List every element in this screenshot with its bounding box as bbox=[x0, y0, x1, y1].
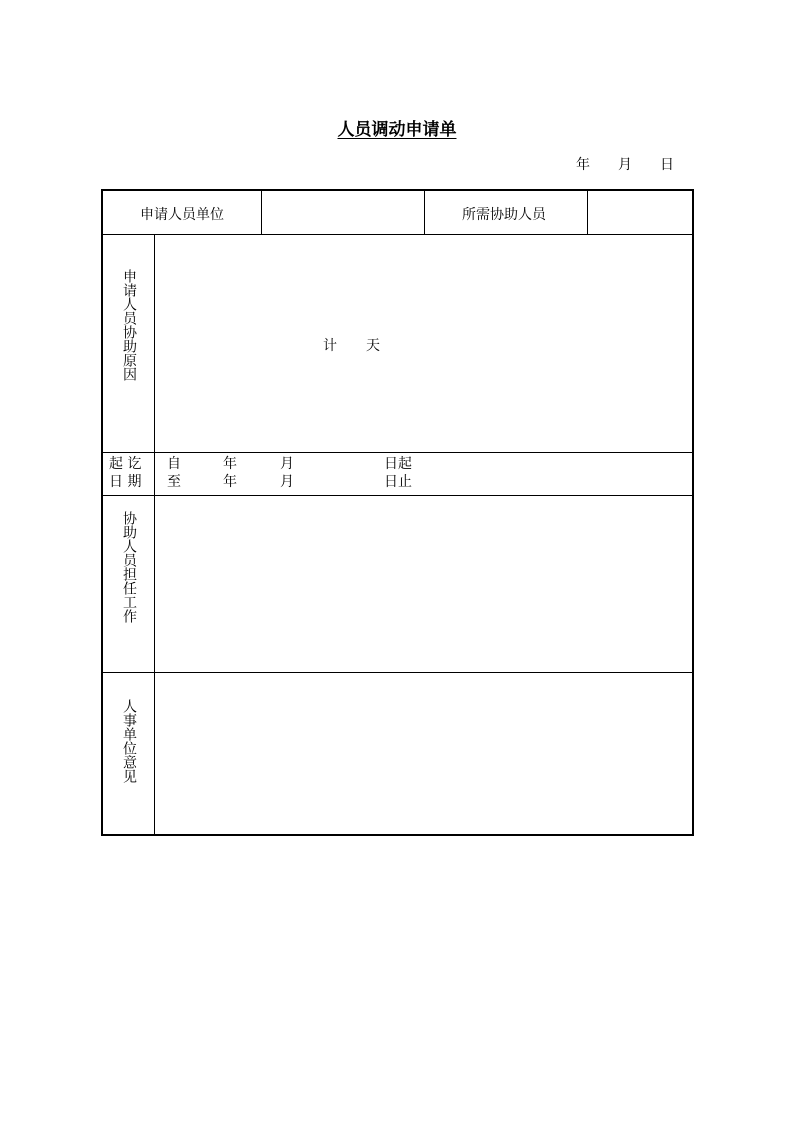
to-month-label: 月 bbox=[280, 474, 294, 490]
reason-label: 申请人员协助原因 bbox=[121, 269, 137, 381]
to-day-label: 日止 bbox=[384, 474, 412, 490]
days-tian-label: 天 bbox=[366, 338, 380, 354]
hr-opinion-field[interactable] bbox=[155, 673, 694, 836]
duty-field[interactable] bbox=[155, 496, 694, 672]
form-title-text: 人员调动申请单 bbox=[337, 120, 457, 140]
applicant-unit-field[interactable] bbox=[262, 191, 424, 234]
from-day-label: 日起 bbox=[384, 456, 412, 472]
from-month-label: 月 bbox=[280, 456, 294, 472]
header-month-label: 月 bbox=[618, 157, 632, 173]
to-label: 至 bbox=[167, 474, 181, 490]
assist-staff-label: 所需协助人员 bbox=[462, 207, 546, 223]
row-divider bbox=[103, 452, 692, 453]
header-year-label: 年 bbox=[576, 157, 590, 173]
application-form-table bbox=[101, 189, 694, 836]
applicant-unit-label: 申请人员单位 bbox=[140, 207, 224, 223]
total-ji-label: 计 bbox=[323, 338, 337, 354]
from-year-label: 年 bbox=[223, 456, 237, 472]
header-day-label: 日 bbox=[660, 157, 674, 173]
from-label: 自 bbox=[167, 456, 181, 472]
form-title bbox=[0, 115, 794, 140]
reason-field[interactable] bbox=[155, 235, 694, 452]
period-label-line2: 日 期 bbox=[109, 474, 142, 490]
column-divider bbox=[424, 191, 425, 234]
hr-opinion-label: 人事单位意见 bbox=[121, 699, 137, 783]
period-label-line1: 起 讫 bbox=[109, 456, 142, 472]
to-year-label: 年 bbox=[223, 474, 237, 490]
assist-staff-field[interactable] bbox=[588, 191, 694, 234]
duty-label: 协助人员担任工作 bbox=[121, 511, 137, 623]
